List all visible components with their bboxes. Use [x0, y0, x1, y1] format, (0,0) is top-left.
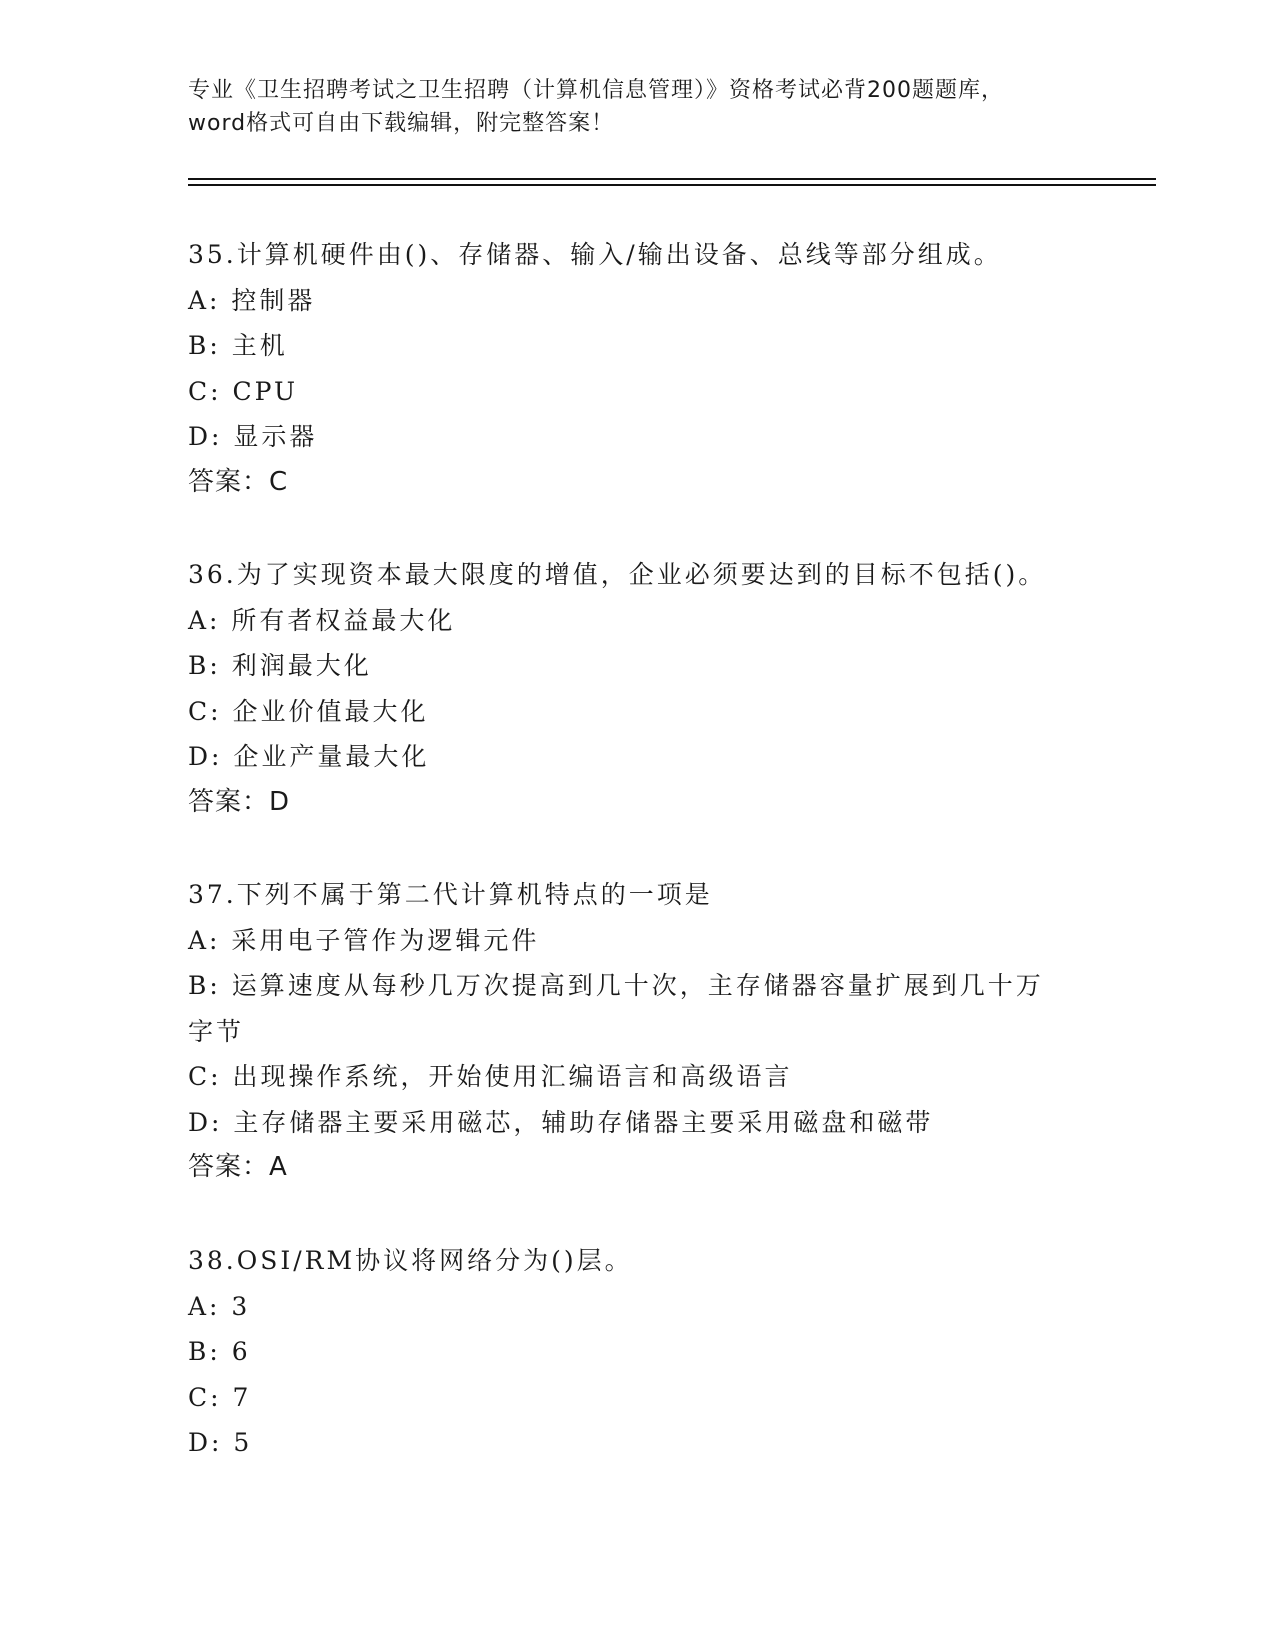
header-line-2: word格式可自由下载编辑，附完整答案！	[188, 111, 615, 136]
option-a: A: 采用电子管作为逻辑元件	[188, 925, 540, 955]
answer: 答案：A	[188, 1152, 288, 1182]
question-38	[188, 1238, 1088, 1466]
question-36	[188, 552, 1088, 825]
option-d: D: 企业产量最大化	[188, 742, 430, 771]
header-divider-top	[188, 178, 1156, 180]
option-a: A: 所有者权益最大化	[188, 605, 456, 635]
option-b: B: 运算速度从每秒几万次提高到几十次，主存储器容量扩展到几十万	[188, 971, 1044, 1000]
option-b: B: 利润最大化	[188, 651, 372, 680]
option-b: B: 主机	[188, 331, 288, 360]
option-b-continued: 字节	[188, 1016, 245, 1046]
option-a: A: 3	[188, 1291, 251, 1321]
option-c: C: 出现操作系统，开始使用汇编语言和高级语言	[188, 1062, 793, 1091]
question-35	[188, 232, 1088, 505]
question-text: 37.下列不属于第二代计算机特点的一项是	[188, 880, 713, 909]
option-a: A: 控制器	[188, 285, 316, 315]
option-d: D: 显示器	[188, 422, 318, 451]
question-text: 38.OSI/RM协议将网络分为()层。	[188, 1246, 633, 1275]
option-c: C: 企业价值最大化	[188, 696, 429, 726]
document-header	[188, 74, 1088, 140]
option-b: B: 6	[188, 1337, 251, 1366]
option-c: C: 7	[188, 1382, 252, 1412]
header-line-1: 专业《卫生招聘考试之卫生招聘（计算机信息管理）》资格考试必背200题题库，	[188, 78, 1004, 103]
answer: 答案：C	[188, 466, 289, 497]
option-d: D: 5	[188, 1428, 253, 1457]
question-text: 35.计算机硬件由()、存储器、输入/输出设备、总线等部分组成。	[188, 240, 1002, 269]
option-c: C: CPU	[188, 376, 299, 406]
header-divider-bottom	[188, 184, 1156, 186]
question-37	[188, 872, 1088, 1191]
question-text: 36.为了实现资本最大限度的增值，企业必须要达到的目标不包括()。	[188, 560, 1047, 589]
option-d: D: 主存储器主要采用磁芯，辅助存储器主要采用磁盘和磁带	[188, 1107, 934, 1137]
answer: 答案：D	[188, 786, 291, 817]
